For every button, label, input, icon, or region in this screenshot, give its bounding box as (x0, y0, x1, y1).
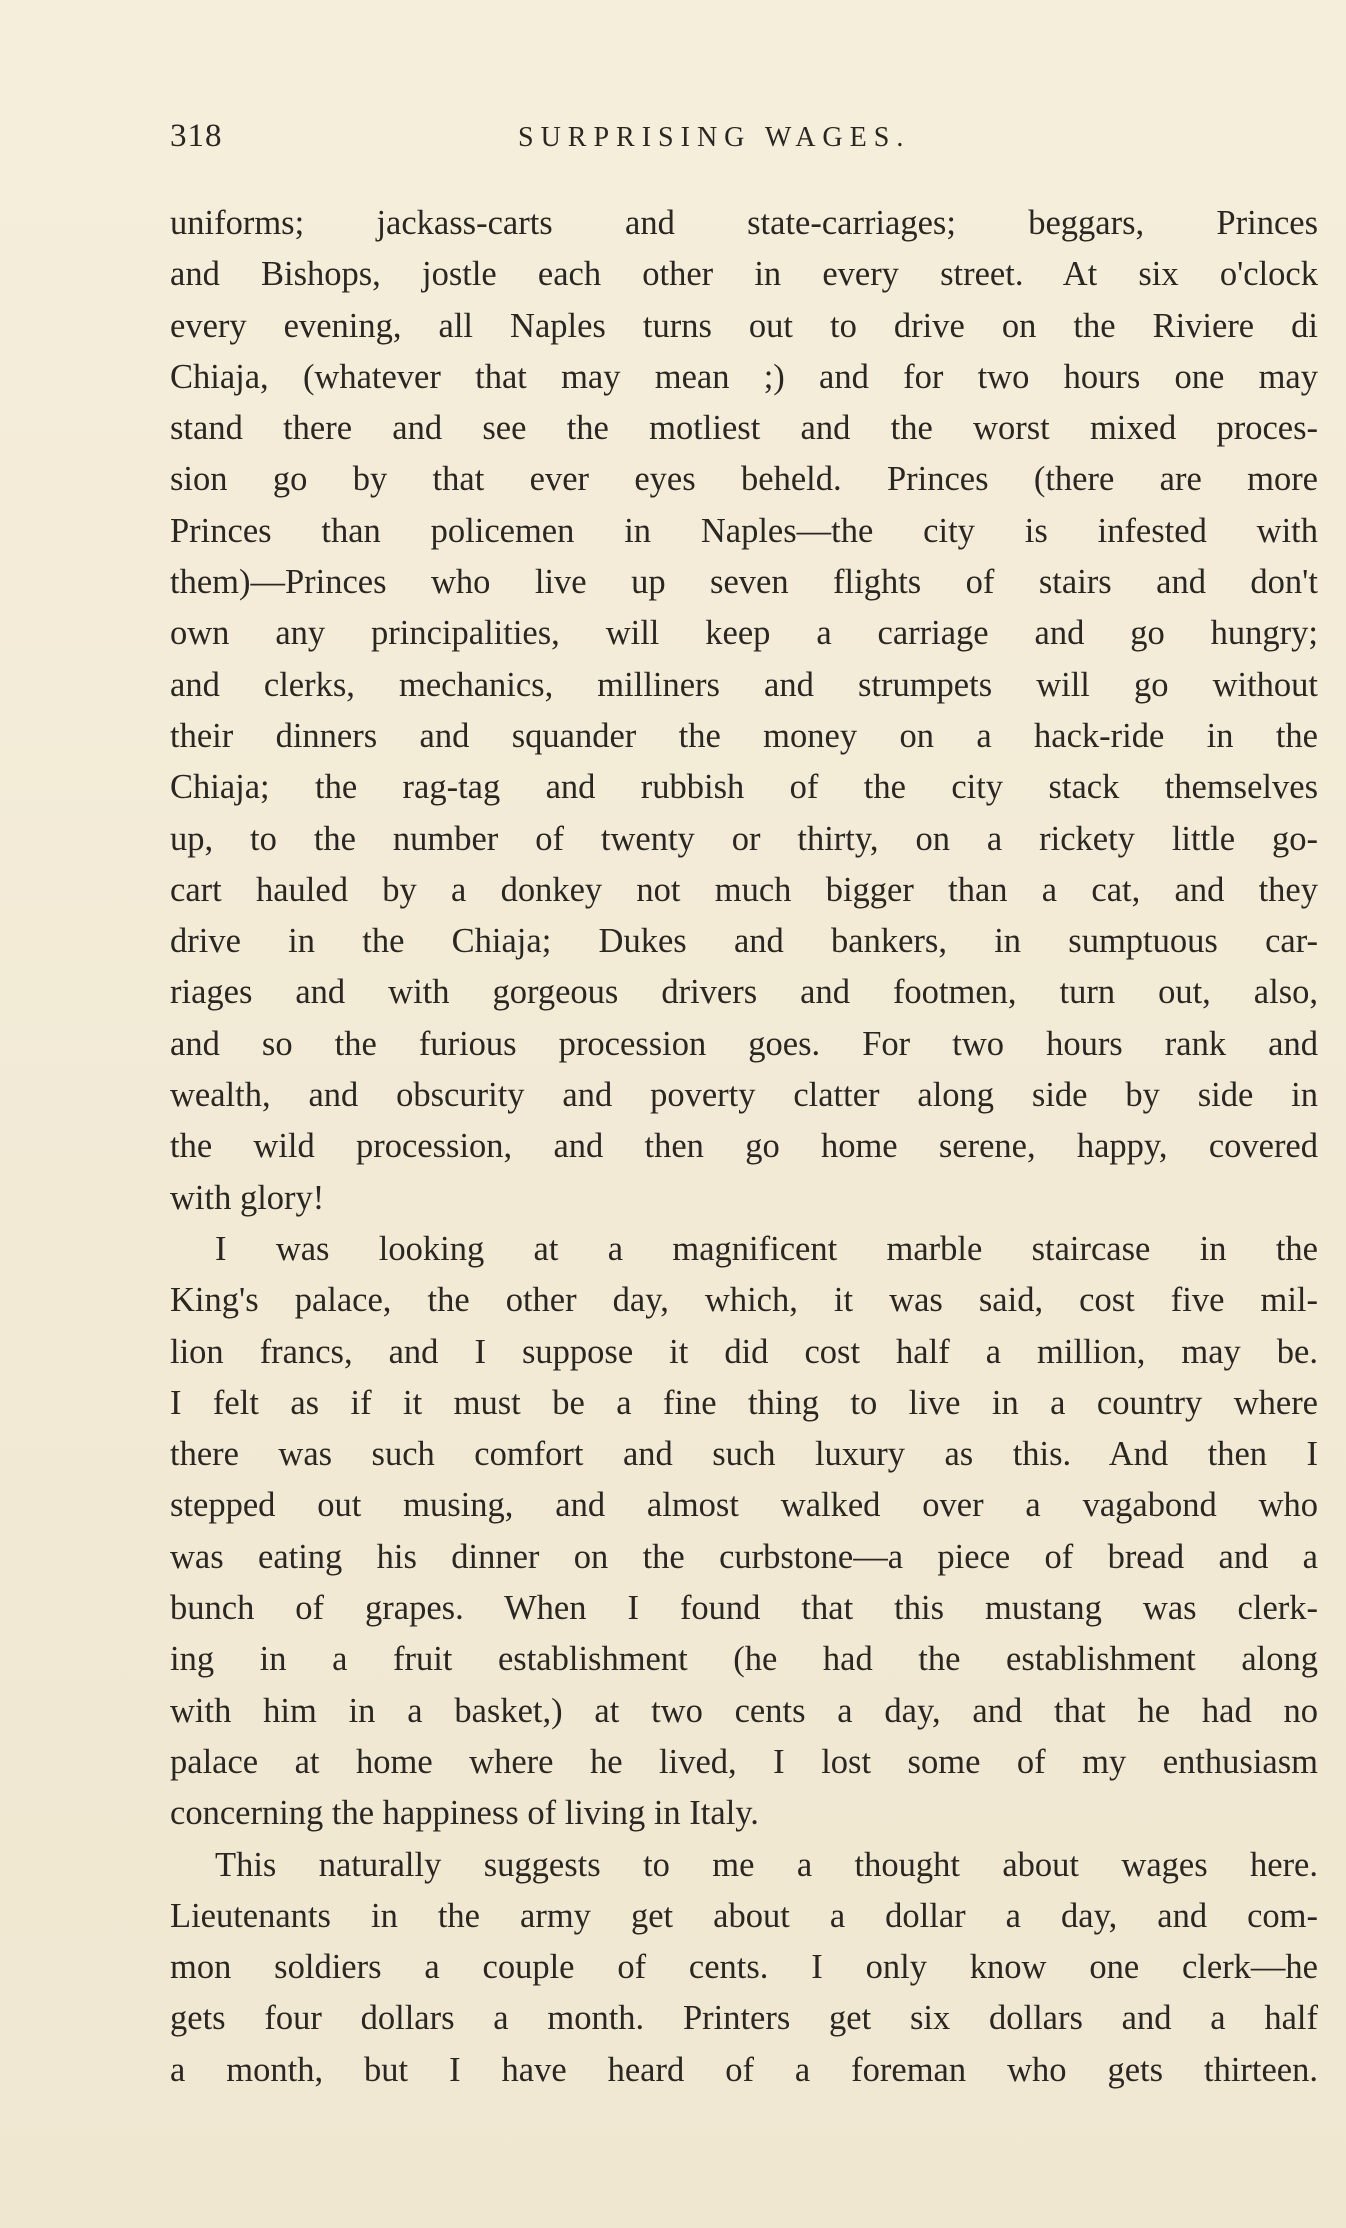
text-line: I felt as if it must be a fine thing to live in a country where (170, 1383, 1318, 1422)
text-line: bunch of grapes. When I found that this mustang was clerk- (170, 1589, 1318, 1628)
text-line: I was looking at a magnificent marble staircase in the (215, 1229, 1318, 1268)
text-line: own any principalities, will keep a carriage and go hungry; (170, 614, 1318, 653)
text-line: was eating his dinner on the curbstone—a piece of bread and a (170, 1537, 1318, 1576)
text-line: stepped out musing, and almost walked over a vagabond who (170, 1486, 1318, 1525)
text-line: ing in a fruit establishment (he had the establishment along (170, 1640, 1318, 1679)
running-head: SURPRISING WAGES. (518, 122, 911, 153)
text-line: Chiaja, (whatever that may mean ;) and for two hours one may (170, 357, 1318, 396)
text-line: and so the furious procession goes. For two hours rank and (170, 1024, 1318, 1063)
text-line: a month, but I have heard of a foreman who gets thirteen. (170, 2050, 1318, 2089)
text-line: every evening, all Naples turns out to drive on the Riviere di (170, 306, 1318, 345)
text-line: uniforms; jackass-carts and state-carriages; beggars, Princes (170, 204, 1318, 242)
text-line: there was such comfort and such luxury as this. And then I (170, 1435, 1318, 1474)
text-line: their dinners and squander the money on a hack-ride in the (170, 716, 1318, 755)
text-line: concerning the happiness of living in Italy. (170, 1794, 759, 1833)
text-line: Chiaja; the rag-tag and rubbish of the city stack themselves (170, 768, 1318, 807)
text-line: This naturally suggests to me a thought about wages here. (215, 1845, 1318, 1884)
text-line: stand there and see the motliest and the worst mixed proces- (170, 409, 1318, 448)
text-line: up, to the number of twenty or thirty, on a rickety little go- (170, 819, 1318, 858)
text-line: them)—Princes who live up seven flights of stairs and don't (170, 563, 1318, 602)
text-line: lion francs, and I suppose it did cost half a million, may be. (170, 1332, 1318, 1371)
body-text (170, 198, 1318, 2096)
text-line: palace at home where he lived, I lost some of my enthusiasm (170, 1742, 1318, 1781)
text-line: drive in the Chiaja; Dukes and bankers, in sumptuous car- (170, 922, 1318, 961)
page-header (170, 118, 1320, 168)
text-line: Princes than policemen in Naples—the city is infested with (170, 511, 1318, 550)
text-line: with him in a basket,) at two cents a day, and that he had no (170, 1691, 1318, 1730)
text-line: riages and with gorgeous drivers and footmen, turn out, also, (170, 973, 1318, 1012)
text-line: cart hauled by a donkey not much bigger than a cat, and they (170, 870, 1318, 909)
text-line: King's palace, the other day, which, it was said, cost five mil- (170, 1281, 1318, 1320)
text-line: the wild procession, and then go home serene, happy, covered (170, 1127, 1318, 1166)
text-line: gets four dollars a month. Printers get six dollars and a half (170, 1999, 1318, 2038)
text-line: and clerks, mechanics, milliners and strumpets will go without (170, 665, 1318, 704)
page-number: 318 (170, 118, 223, 154)
text-line: with glory! (170, 1178, 325, 1217)
text-line: sion go by that ever eyes beheld. Princes (there are more (170, 460, 1318, 499)
text-line: Lieutenants in the army get about a dollar a day, and com- (170, 1896, 1318, 1935)
text-line: mon soldiers a couple of cents. I only know one clerk—he (170, 1948, 1318, 1987)
text-line: and Bishops, jostle each other in every street. At six o'clock (170, 255, 1318, 294)
text-line: wealth, and obscurity and poverty clatter along side by side in (170, 1076, 1318, 1115)
